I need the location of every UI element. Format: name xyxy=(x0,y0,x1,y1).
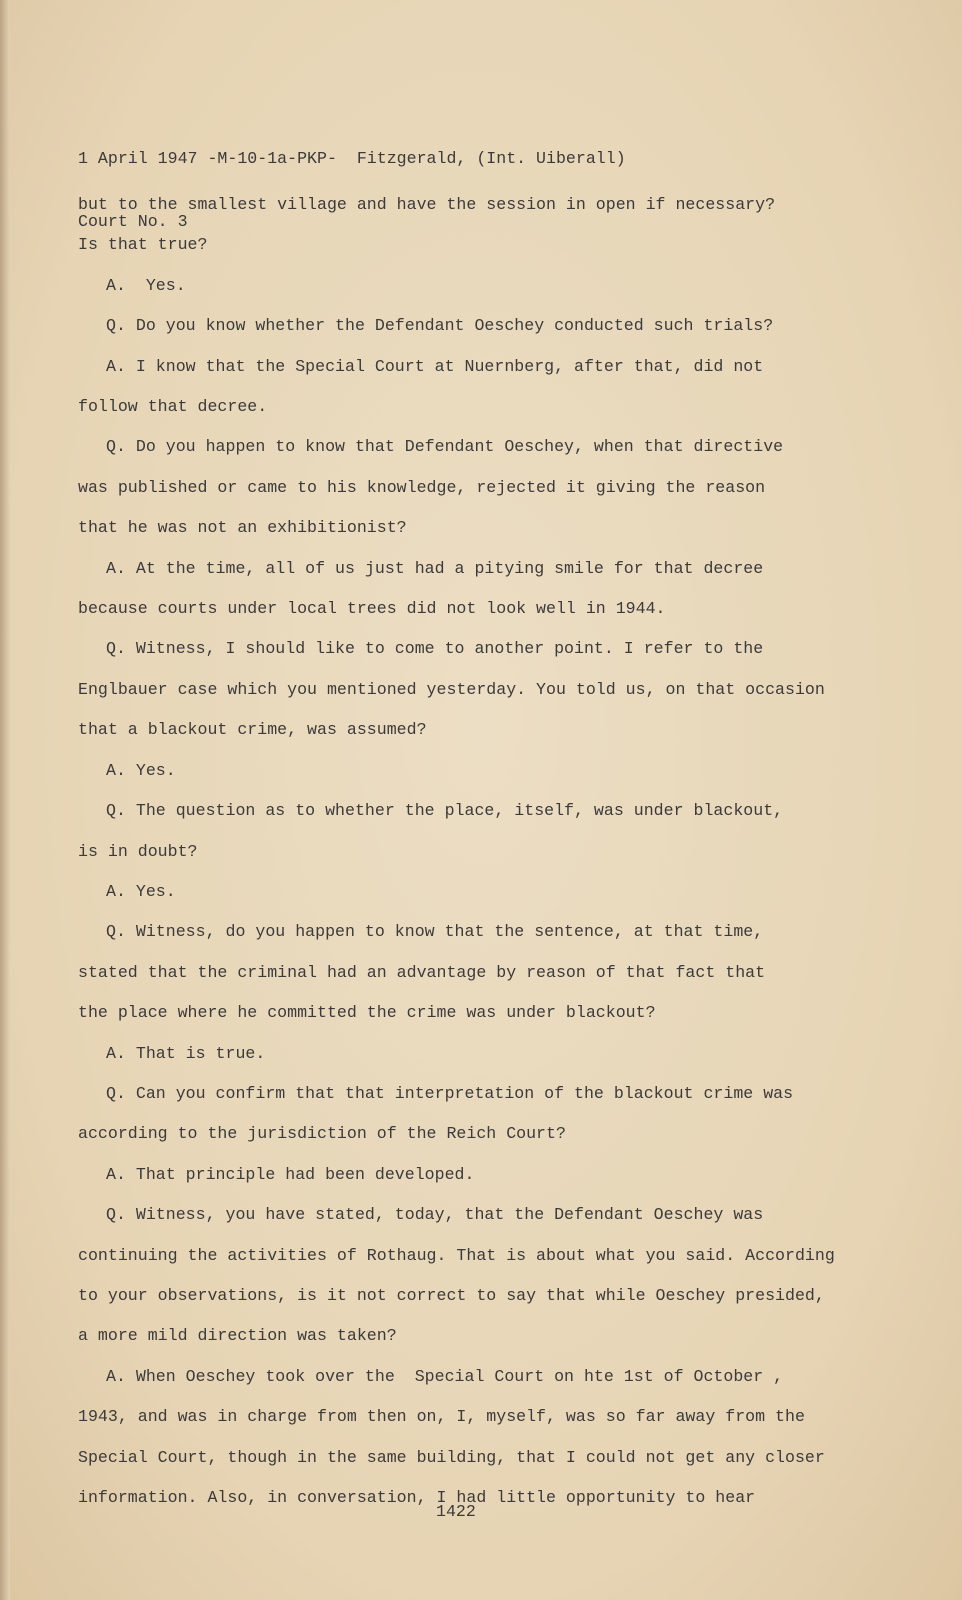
text-line: was published or came to his knowledge, rejected it giving the reason xyxy=(78,477,766,497)
transcript-paragraph xyxy=(78,872,835,912)
transcript-paragraph xyxy=(78,347,835,428)
transcript-paragraph xyxy=(78,1155,835,1195)
transcript-paragraph xyxy=(78,266,835,306)
text-line: A. I know that the Special Court at Nuernberg, after that, did not xyxy=(106,356,764,376)
text-line: Q. Can you confirm that that interpretation of the blackout crime was xyxy=(106,1083,794,1103)
page-edge xyxy=(0,0,10,1600)
transcript-paragraph xyxy=(78,549,835,630)
text-line: Q. Do you happen to know that Defendant Oeschey, when that directive xyxy=(106,437,784,457)
text-line: follow that decree. xyxy=(78,397,268,417)
text-line: A. That principle had been developed. xyxy=(106,1164,475,1184)
text-line: according to the jurisdiction of the Reich Court? xyxy=(78,1124,566,1144)
text-line: that he was not an exhibitionist? xyxy=(78,518,407,538)
transcript-paragraph xyxy=(78,306,835,346)
transcript-paragraph xyxy=(78,751,835,791)
transcript-paragraph xyxy=(78,427,835,548)
text-line: Q. The question as to whether the place, itself, was under blackout, xyxy=(106,801,784,821)
transcript-paragraph xyxy=(78,1195,835,1357)
header-line-1: 1 April 1947 -M-10-1a-PKP- Fitzgerald, (Int. Uiberall) xyxy=(78,149,626,168)
header-line-2: Court No. 3 xyxy=(78,212,188,231)
text-line: continuing the activities of Rothaug. That is about what you said. According xyxy=(78,1245,835,1265)
text-line: A. At the time, all of us just had a pitying smile for that decree xyxy=(106,558,764,578)
text-line: A. Yes. xyxy=(106,275,186,295)
transcript-body xyxy=(78,185,835,1518)
text-line: Q. Witness, I should like to come to another point. I refer to the xyxy=(106,639,764,659)
text-line: information. Also, in conversation, I had little opportunity to hear xyxy=(78,1488,756,1507)
text-line: because courts under local trees did not look well in 1944. xyxy=(78,599,666,619)
transcript-paragraph xyxy=(78,1074,835,1155)
text-line: A. Yes. xyxy=(106,760,176,780)
transcript-paragraph xyxy=(78,1034,835,1074)
transcript-paragraph xyxy=(78,791,835,872)
text-line: the place where he committed the crime was under blackout? xyxy=(78,1003,656,1023)
text-line: Q. Witness, do you happen to know that the sentence, at that time, xyxy=(106,922,764,942)
transcript-paragraph xyxy=(78,1357,835,1519)
text-line: is in doubt? xyxy=(78,841,198,861)
text-line: A. Yes. xyxy=(106,881,176,901)
text-line: Englbauer case which you mentioned yesterday. You told us, on that occasion xyxy=(78,679,825,699)
transcript-paragraph xyxy=(78,185,835,266)
text-line: Q. Do you know whether the Defendant Oeschey conducted such trials? xyxy=(106,316,774,336)
text-line: Special Court, though in the same building, that I could not get any closer xyxy=(78,1447,825,1467)
text-line: 1943, and was in charge from then on, I, myself, was so far away from the xyxy=(78,1407,805,1427)
transcript-paragraph xyxy=(78,629,835,750)
text-line: A. When Oeschey took over the Special Court on hte 1st of October , xyxy=(106,1366,784,1386)
text-line: a more mild direction was taken? xyxy=(78,1326,397,1346)
page-number: 1422 xyxy=(436,1502,476,1521)
text-line: Is that true? xyxy=(78,235,208,255)
text-line: A. That is true. xyxy=(106,1043,266,1063)
text-line: to your observations, is it not correct to say that while Oeschey presided, xyxy=(78,1285,825,1305)
transcript-paragraph xyxy=(78,912,835,1033)
text-line: but to the smallest village and have the session in open if necessary? xyxy=(78,195,776,214)
text-line: Q. Witness, you have stated, today, that the Defendant Oeschey was xyxy=(106,1205,764,1225)
text-line: stated that the criminal had an advantage by reason of that fact that xyxy=(78,962,766,982)
text-line: that a blackout crime, was assumed? xyxy=(78,720,427,740)
